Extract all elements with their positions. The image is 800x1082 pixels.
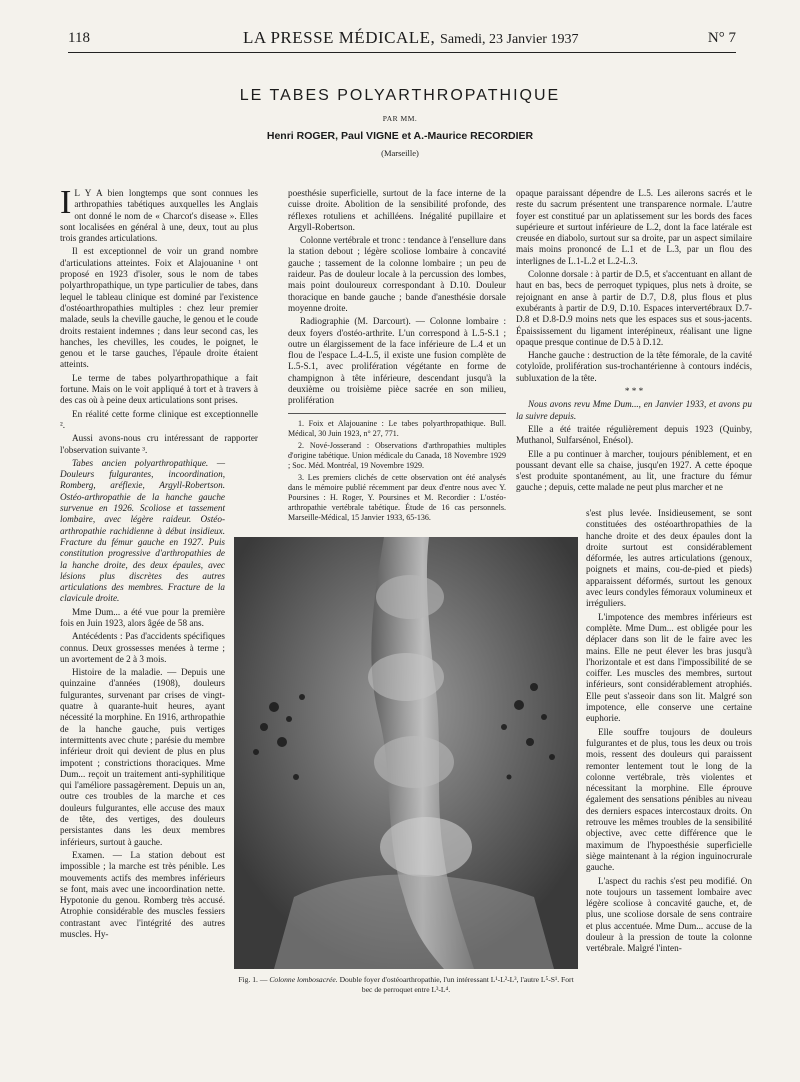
paragraph: s'est plus levée. Insidieusement, se sont constituées des ostéoarthropathies de la hanche droite et des deux épaules dont la droite surtout est considérablement déformée, les autres articulations (genoux, poignets et mains, cou-de-pied et pieds) apparaissent déformés, surtout les genoux avec leurs condyles fémoraux volumineux et irréguliers.: [586, 508, 752, 609]
case-summary: Tabes ancien polyarthropathique. — Douleurs fulgurantes, incoordination, Romberg, aréflexie, Argyll-Robertson. Ostéo-arthropathie de la hanche gauche survenue en 1926. Scoliose et tassement lombaire, avec légère raideur. Ostéo-arthropathie rachidienne à début insidieux. Fracture du fémur gauche en 1927. Puis constitution progressive d'arthropathies de la hanche droite, des deux épaules, avec lésions plus discrètes des autres articulations des membres. Fracture de la clavicule droite.: [60, 457, 225, 604]
paragraph: Histoire de la maladie. — Depuis une quinzaine d'années (1908), douleurs fulgurantes, survenant par crises de vingt-quatre à quarante-huit heures, ayant nécessité la morphine. En 1916, arthropathie de la hanche gauche, puis vertiges intermittents avec chute ; parésie du membre inférieur droit qui devient de plus en plus impotent ; constrictions thoraciques. Mme Dum... reçoit un traitement anti-syphilitique qui l'améliore passagèrement. Depuis un an, outre ces troubles de la marche et ces douleurs fulgurantes, elle accuse des maux de tête, des vertiges, des douleurs persistantes dans les deux membres inférieurs, surtout à gauche.: [60, 667, 225, 847]
paragraph: Elle souffre toujours de douleurs fulgurantes et de plus, tous les deux ou trois mois, ressent des douleurs qui paraissent remonter lentement tout le long de la colonne vertébrale, très violentes et nécessitant la morphine. Elle éprouve également des sensations pénibles au niveau des derniers espaces intercostaux droits. On retrouve les mêmes troubles de la sensibilité objective, avec cette différence que le maximum de l'hypoesthésie superficielle siège maintenant à la région inguinocrurale gauche.: [586, 726, 752, 873]
radiograph-figure: [234, 537, 578, 969]
footnote: 1. Foix et Alajouanine : Le tabes polyarthropathique. Bull. Médical, 30 Juin 1923, n° 27, 771.: [288, 418, 506, 438]
byline-par: PAR MM.: [382, 114, 418, 123]
article-authors: Henri ROGER, Paul VIGNE et A.-Maurice RECORDIER: [266, 130, 534, 142]
footnote: 3. Les premiers clichés de cette observation ont été analysés dans le mémoire publié récemment par deux d'entre nous avec Y. Poursines : H. Roger, Y. Poursines et M. Recordier : L'ostéo-arthropathie vertébrale tabétique. Étude de 16 cas personnels. Marseille-Médical, 15 Janvier 1933, 65-136.: [288, 472, 506, 522]
article-title: LE TABES POLYARTHROPATHIQUE: [239, 87, 561, 104]
paragraph: En réalité cette forme clinique est exceptionnelle ².: [60, 408, 258, 430]
paragraph: Aussi avons-nous cru intéressant de rapporter l'observation suivante ³.: [60, 433, 258, 455]
paragraph: Colonne dorsale : à partir de D.5, et s'accentuant en allant de haut en bas, becs de perroquet typiques, plus nets à droite, se rejoignant en anse à partir de D.7, D.8, plus flous et plus exubérants à partir de D.9, D.10. Espaces intervertébraux D.7-D.8 et D.8-D.9 moins nets que les espaces sus et sous-jacents. Épaississement du ligament interépineux, réalisant une ligne opaque presque continue de D.5 à D.12.: [516, 269, 752, 347]
paragraph: Hanche gauche : destruction de la tête fémorale, de la cavité cotyloïde, prolifération sus-trochantérienne à contours indécis, subluxation de la tête.: [516, 350, 752, 383]
paragraph: L'aspect du rachis s'est peu modifié. On note toujours un tassement lombaire avec légère scoliose à concavité gauche, et, de plus, une scoliose dorsale de sens contraire et plus accentuée. Mme Dum... accuse de la douleur à la pression de toute la colonne vertébrale. Malgré l'inten-: [586, 875, 752, 954]
journal-title: [243, 28, 578, 48]
page-number: 118: [68, 30, 90, 46]
column-3: [516, 188, 752, 496]
paragraph: L'impotence des membres inférieurs est complète. Mme Dum... est obligée pour les déplacer dans son lit de le faire avec les mains. Elle ne peut élever les bras jusqu'à l'horizontale et est dans l'impossibilité de se coiffer. Les muscles des membres, surtout inférieurs, sont considérablement atrophiés. Elle peut s'asseoir dans son lit. Malgré son impotence, elle conserve une certaine euphorie.: [586, 611, 752, 724]
radiograph-image: [234, 537, 578, 969]
paragraph: Mme Dum... a été vue pour la première fois en Juin 1923, alors âgée de 58 ans.: [60, 606, 225, 628]
footnote: 2. Nové-Josserand : Observations d'arthropathies multiples d'origine tabétique. Union médicale du Canada, 18 Novembre 1929 ; Soc. Méd. Montréal, 19 Novembre 1929.: [288, 440, 506, 470]
drop-cap: I: [60, 184, 72, 221]
journal-name: LA PRESSE MÉDICALE,: [243, 28, 436, 47]
issue-number: N° 7: [707, 30, 736, 46]
paragraph: poesthésie superficielle, surtout de la face interne de la cuisse droite. Abolition de la sensibilité profonde, des réflexes rotuliens et achilléens. Inégalité pupillaire et Argyll-Robertson.: [288, 188, 506, 232]
paragraph: [60, 184, 258, 244]
paragraph: Radiographie (M. Darcourt). — Colonne lombaire : deux foyers d'ostéo-arthrite. L'un correspond à L.5-S.1 ; outre un élargissement de la face inférieure de L.4 et un flou de l'espace L.4-L.5, il existe une fusion complète de L.5-S.1, avec prolifération végétante en forme de champignon à tête inférieure, descendant jusqu'à la deuxième ou troisième pièce sacrée en son milieu, prolifération: [288, 316, 506, 406]
paragraph: Elle a pu continuer à marcher, toujours péniblement, et en poussant devant elle sa chaise, jusqu'en 1927. A cette époque s'est produite spontanément, au lit, une fracture du fémur gauche ; depuis, cette malade ne peut plus marcher et ne: [516, 448, 752, 493]
section-divider: * * *: [624, 386, 644, 397]
figure-caption: [234, 975, 578, 995]
paragraph: Antécédents : Pas d'accidents spécifiques connus. Deux grossesses menées à terme ; un avortement de 2 à 3 mois.: [60, 631, 225, 664]
column-2: [288, 188, 506, 525]
issue-date: Samedi, 23 Janvier 1937: [440, 32, 579, 47]
paragraph: opaque paraissant dépendre de L.5. Les ailerons sacrés et le reste du sacrum présentent une transparence normale. L'autre foyer est constitué par un aplatissement sur les bords des faces supérieure et surtout inférieure de L.2, dont la face latérale est creusée en diabolo, surtout sur sa droite, par un aspect similaire mais moins prononcé de L.1 et de L.3, par un flou des interlignes de L.1-L.2 et L.2-L.3.: [516, 188, 752, 266]
caption-title: Colonne lombosacrée.: [269, 975, 338, 984]
caption-prefix: Fig. 1. —: [238, 975, 270, 984]
paragraph: Colonne vertébrale et tronc : tendance à l'ensellure dans la station debout ; légère scoliose lombaire à concavité gauche ; tassement de la colonne lombaire ; un peu de raideur. Pas de douleur locale à la percussion des lombes, mais point douloureux correspondant à D.10. Douleur thoracique en bande gauche ; bande d'anesthésie dorsale moyenne droite.: [288, 235, 506, 313]
paragraph: Le terme de tabes polyarthropathique a fait fortune. Mais on le voit appliqué à tort et à travers à des cas où à peine deux articulations sont prises.: [60, 372, 258, 406]
masthead: [68, 28, 736, 53]
caption-text: Double foyer d'ostéoarthropathie, l'un intéressant L¹-L²-L³, l'autre L⁵-S¹. Fort bec de perroquet entre L³-L⁴.: [337, 975, 574, 994]
column-1: [60, 184, 258, 942]
footnotes: [288, 413, 506, 523]
paragraph: Il est exceptionnel de voir un grand nombre d'articulations atteintes. Foix et Alajouanine ¹ ont proposé en 1923 d'isoler, sous le nom de tabes polyarthropathique, un type particulier de tabes, dans lequel le tableau clinique est dominé par l'existence d'ostéoarthropathies multiples : chez leur premier malade, seuls la cheville gauche, le genou et le coude droits restaient indemnes ; dans leur second cas, les hanches, les chevilles, les coudes, le poignet, le genou et le tarse gauches, l'épaule droite étaient atteints.: [60, 246, 258, 370]
paragraph-text: L Y A bien longtemps que sont connues les arthropathies tabétiques auxquelles les Anglais ont donné le nom de « Charcot's disease ». Elles sont localisées en général à une, deux, tout au plus trois grandes articulations.: [60, 188, 258, 244]
paragraph: Nous avons revu Mme Dum..., en Janvier 1933, et avons pu la suivre depuis.: [516, 399, 752, 421]
paragraph: Examen. — La station debout est impossible ; la marche est très pénible. Les mouvements actifs des membres inférieurs se font, mais avec une incoordination nette. Hypotonie du genou. Romberg très accusé. Atrophie considérable des muscles fessiers contrastant avec l'intégrité des autres muscles. Hy-: [60, 849, 225, 939]
article-city: (Marseille): [381, 148, 419, 158]
column-3-continued: [586, 508, 752, 957]
paragraph: Elle a été traitée régulièrement depuis 1923 (Quinby, Muthanol, Sulfarsénol, Enésol).: [516, 423, 752, 446]
